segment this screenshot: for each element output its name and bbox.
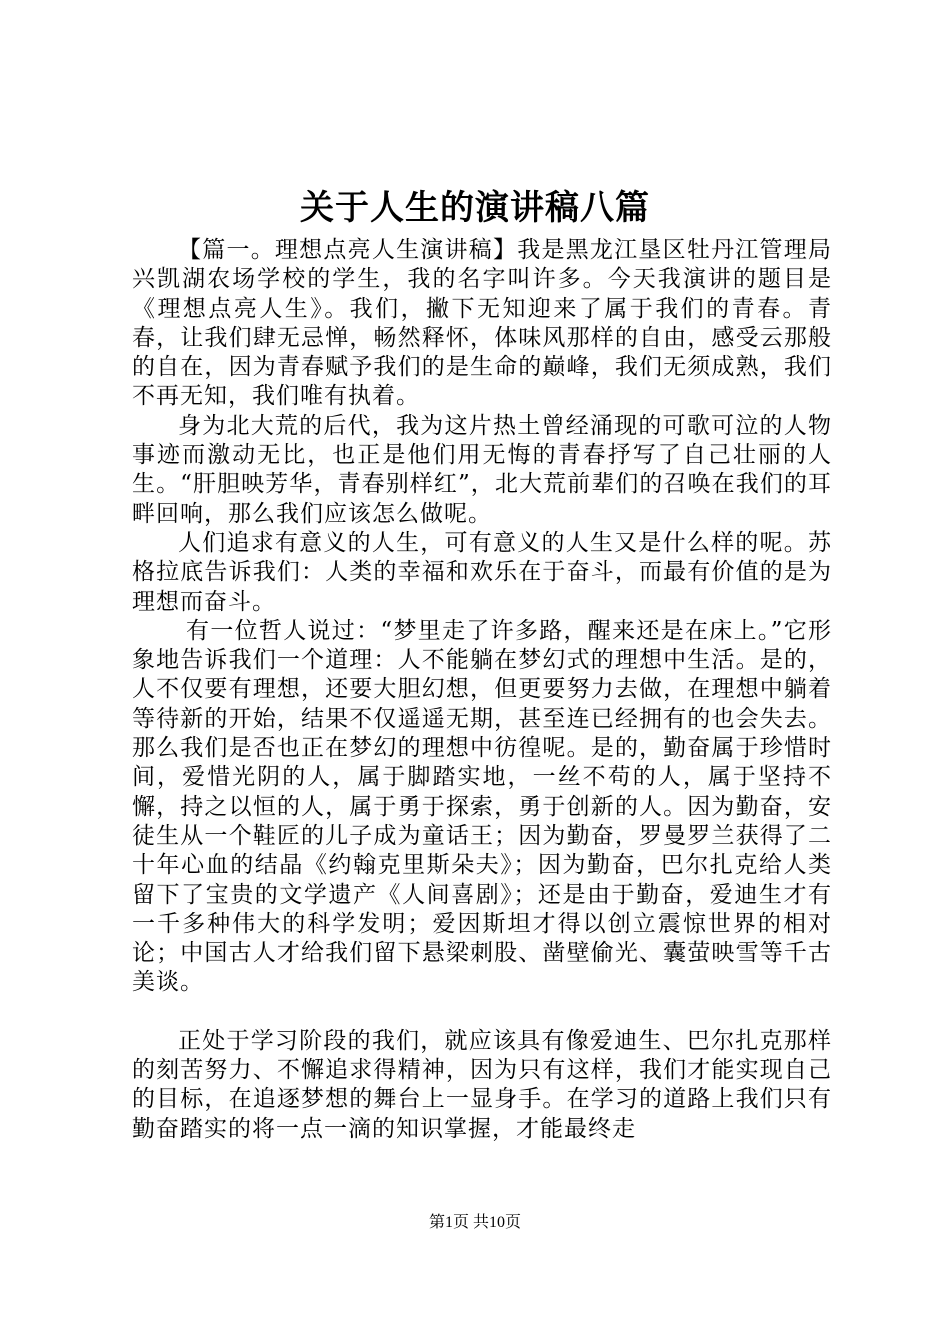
paragraph-5: 正处于学习阶段的我们，就应该具有像爱迪生、巴尔扎克那样的刻苦努力、不懈追求得精神，因为只有这样，我们才能实现自己的目标，在追逐梦想的舞台上一显身手。在学习的道路上我们只有勤奋踏实的将一点一滴的知识掌握，才能最终走 (132, 1027, 832, 1142)
document-title: 关于人生的演讲稿八篇 (300, 188, 650, 228)
paragraph-3: 人们追求有意义的人生，可有意义的人生又是什么样的呢。苏格拉底告诉我们：人类的幸福和欢乐在于奋斗，而最有价值的是为理想而奋斗。 (132, 529, 832, 615)
paragraph-2: 身为北大荒的后代，我为这片热土曾经涌现的可歌可泣的人物事迹而激动无比，也正是他们用无悔的青春抒写了自己壮丽的人生。“肝胆映芳华，青春别样红”，北大荒前辈们的召唤在我们的耳畔回响，那么我们应该怎么做呢。 (132, 412, 832, 527)
paragraph-4: 有一位哲人说过：“梦里走了许多路，醒来还是在床上。”它形象地告诉我们一个道理：人不能躺在梦幻式的理想中生活。是的，人不仅要有理想，还要大胆幻想，但更要努力去做，在理想中躺着等待新的开始，结果不仅遥遥无期，甚至连已经拥有的也会失去。那么我们是否也正在梦幻的理想中彷徨呢。是的，勤奋属于珍惜时间，爱惜光阴的人，属于脚踏实地，一丝不苟的人，属于坚持不懈，持之以恒的人，属于勇于探索，勇于创新的人。因为勤奋，安徒生从一个鞋匠的儿子成为童话王；因为勤奋，罗曼罗兰获得了二十年心血的结晶《约翰克里斯朵夫》；因为勤奋，巴尔扎克给人类留下了宝贵的文学遗产《人间喜剧》；还是由于勤奋，爱迪生才有一千多种伟大的科学发明；爱因斯坦才得以创立震惊世界的相对论；中国古人才给我们留下悬梁刺股、凿壁偷光、囊萤映雪等千古美谈。 (132, 617, 832, 996)
paragraph-1: 【篇一。理想点亮人生演讲稿】我是黑龙江垦区牡丹江管理局兴凯湖农场学校的学生，我的名字叫许多。今天我演讲的题目是《理想点亮人生》。我们，撇下无知迎来了属于我们的青春。青春，让我们肆无忌惮，畅然释怀，体味风那样的自由，感受云那般的自在，因为青春赋予我们的是生命的巅峰，我们无须成熟，我们不再无知，我们唯有执着。 (132, 237, 832, 410)
page-number-footer: 第1页 共10页 (428, 1214, 521, 1231)
document-body (132, 236, 832, 1144)
